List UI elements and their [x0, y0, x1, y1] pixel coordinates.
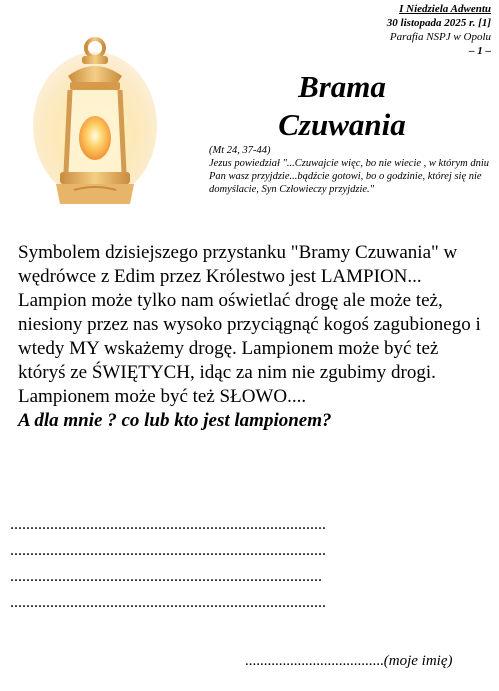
gospel-text: Jezus powiedział "...Czuwajcie więc, bo nie wiecie , w którym dniu Pan wasz przyjdzie...bądźcie gotowi, bo o godzinie, której się nie domyślacie, Syn Człowieczy przyjdzie."	[209, 158, 489, 195]
page-title	[262, 68, 422, 144]
answer-line[interactable]: ...............................................................................	[10, 542, 326, 559]
lantern-icon	[30, 34, 160, 210]
answer-line[interactable]: ...............................................................................	[10, 516, 326, 533]
signature-field[interactable]	[245, 653, 452, 670]
header	[387, 2, 491, 58]
answer-line[interactable]: ...............................................................................	[10, 594, 326, 611]
paragraph-symbol: Symbolem dzisiejszego przystanku "Bramy Czuwania" w wędrówce z Edim przez Królestwo jest LAMPION...	[18, 242, 458, 287]
header-parish: Parafia NSPJ w Opolu	[389, 31, 491, 43]
gospel-reference: (Mt 24, 37-44)	[209, 145, 271, 156]
gospel-quote	[209, 144, 491, 196]
signature-label: (moje imię)	[383, 653, 453, 669]
paragraph-lantern: Lampion może tylko nam oświetlać drogę ale może też, niesiony przez nas wysoko przyciągnąć kogoś zagubionego i wtedy MY wskażemy drogę. Lampionem może być też któryś ze ŚWIĘTYCH, idąc za nim nie zgubimy drogi. Lampionem może być też SŁOWO....	[18, 290, 481, 407]
header-date: 30 listopada 2025 r. [1]	[386, 17, 491, 29]
header-page-number: – 1 –	[469, 45, 491, 57]
main-text	[18, 241, 488, 433]
title-line-1: Brama	[298, 69, 386, 104]
title-line-2: Czuwania	[278, 107, 406, 142]
signature-dots[interactable]: .....................................	[245, 653, 384, 669]
header-sunday: I Niedziela Adwentu	[399, 3, 491, 15]
answer-line[interactable]: ..............................................................................	[10, 568, 322, 585]
reflection-question: A dla mnie ? co lub kto jest lampionem?	[18, 410, 332, 431]
answer-lines	[10, 512, 490, 616]
